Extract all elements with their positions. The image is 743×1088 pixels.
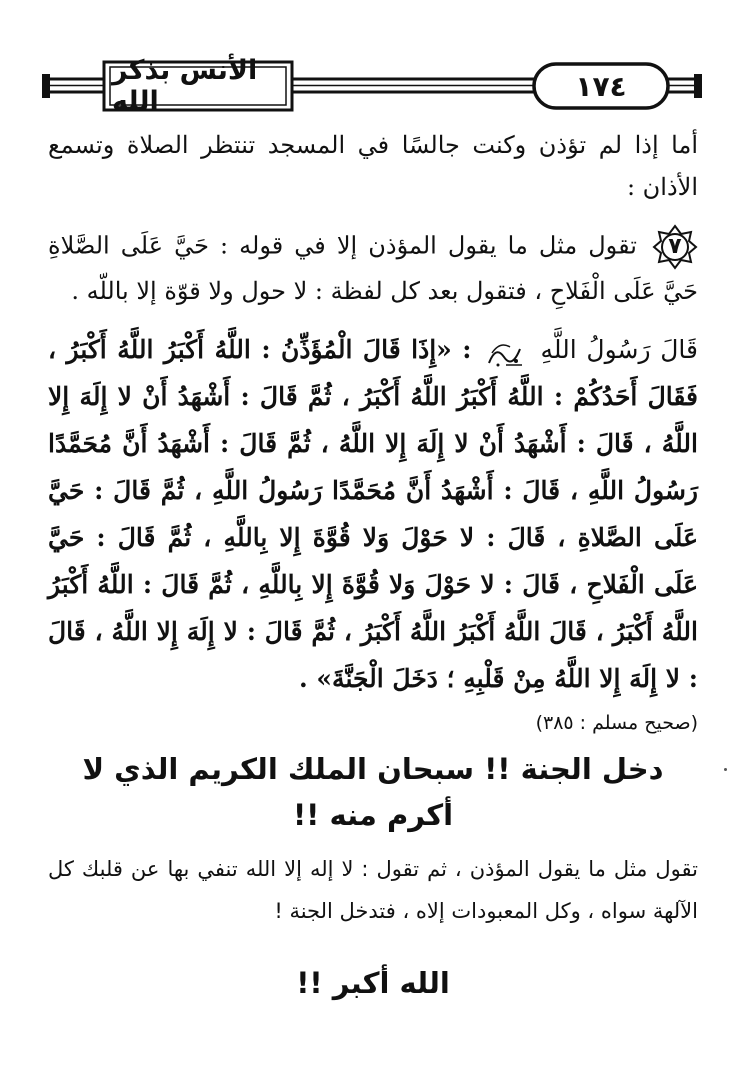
book-title: الأنس بذكر الله: [112, 55, 258, 117]
closing-exclamation: الله أكبر !!: [296, 966, 450, 1000]
page-content: [48, 124, 698, 1035]
hadith-block: [48, 326, 698, 702]
hadith-text: : «إِذَا قَالَ الْمُؤَذِّنُ : اللَّهُ أَكْبَرُ اللَّهُ أَكْبَرُ ، فَقَالَ أَحَدُكُمْ : اللَّهُ أَكْبَرُ اللَّهُ أَكْبَرُ ، ثُمَّ قَالَ : أَشْهَدُ أَنْ لا إِلَهَ إِلا اللَّهُ ، قَالَ : أَشْهَدُ أَنْ لا إِلَهَ إِلا اللَّهُ ، ثُمَّ قَالَ : أَشْهَدُ أَنَّ مُحَمَّدًا رَسُولُ اللَّهِ ، قَالَ : أَشْهَدُ أَنَّ مُحَمَّدًا رَسُولُ اللَّهِ ، ثُمَّ قَالَ : حَيَّ عَلَى الصَّلاةِ ، قَالَ : لا حَوْلَ وَلا قُوَّةَ إِلا بِاللَّهِ ، ثُمَّ قَالَ : حَيَّ عَلَى الْفَلاحِ ، قَالَ : لا حَوْلَ وَلا قُوَّةَ إِلا بِاللَّهِ ، ثُمَّ قَالَ : اللَّهُ أَكْبَرُ اللَّهُ أَكْبَرُ ، قَالَ اللَّهُ أَكْبَرُ اللَّهُ أَكْبَرُ ، ثُمَّ قَالَ : لا إِلَهَ إِلا اللَّهُ ، قَالَ : لا إِلَهَ إِلا اللَّهُ مِنْ قَلْبِهِ ؛ دَخَلَ الْجَنَّةَ» .: [48, 335, 698, 693]
numbered-point: [48, 224, 698, 312]
margin-speck: [724, 768, 727, 771]
page-number: ١٧٤: [575, 69, 627, 103]
point-text: تقول مثل ما يقول المؤذن إلا في قوله : حَيَّ عَلَى الصَّلاةِ حَيَّ عَلَى الْفَلاحِ ، فتقول بعد كل لفظة : لا حول ولا قوّة إلا باللّه .: [48, 231, 698, 305]
salawat-calligraphy-icon: [486, 339, 526, 369]
point-number: ٧: [668, 234, 682, 259]
page-header: [42, 55, 702, 117]
hadith-intro: قَالَ رَسُولُ اللَّهِ: [540, 335, 698, 364]
body-paragraph: تقول مثل ما يقول المؤذن ، ثم تقول : لا إله إلا الله تنفي بها عن قلبك كل الآلهة سواه ، وكل المعبودات إلاه ، فتدخل الجنة !: [48, 857, 698, 923]
hadith-source: (صحيح مسلم : ٣٨٥): [535, 712, 698, 734]
section-headline: دخل الجنة !! سبحان الملك الكريم الذي لا أكرم منه !!: [82, 752, 664, 832]
point-number-badge: [652, 224, 698, 270]
salawat-symbol: [486, 337, 526, 367]
intro-paragraph: أما إذا لم تؤذن وكنت جالسًا في المسجد تنتظر الصلاة وتسمع الأذان :: [48, 131, 698, 201]
